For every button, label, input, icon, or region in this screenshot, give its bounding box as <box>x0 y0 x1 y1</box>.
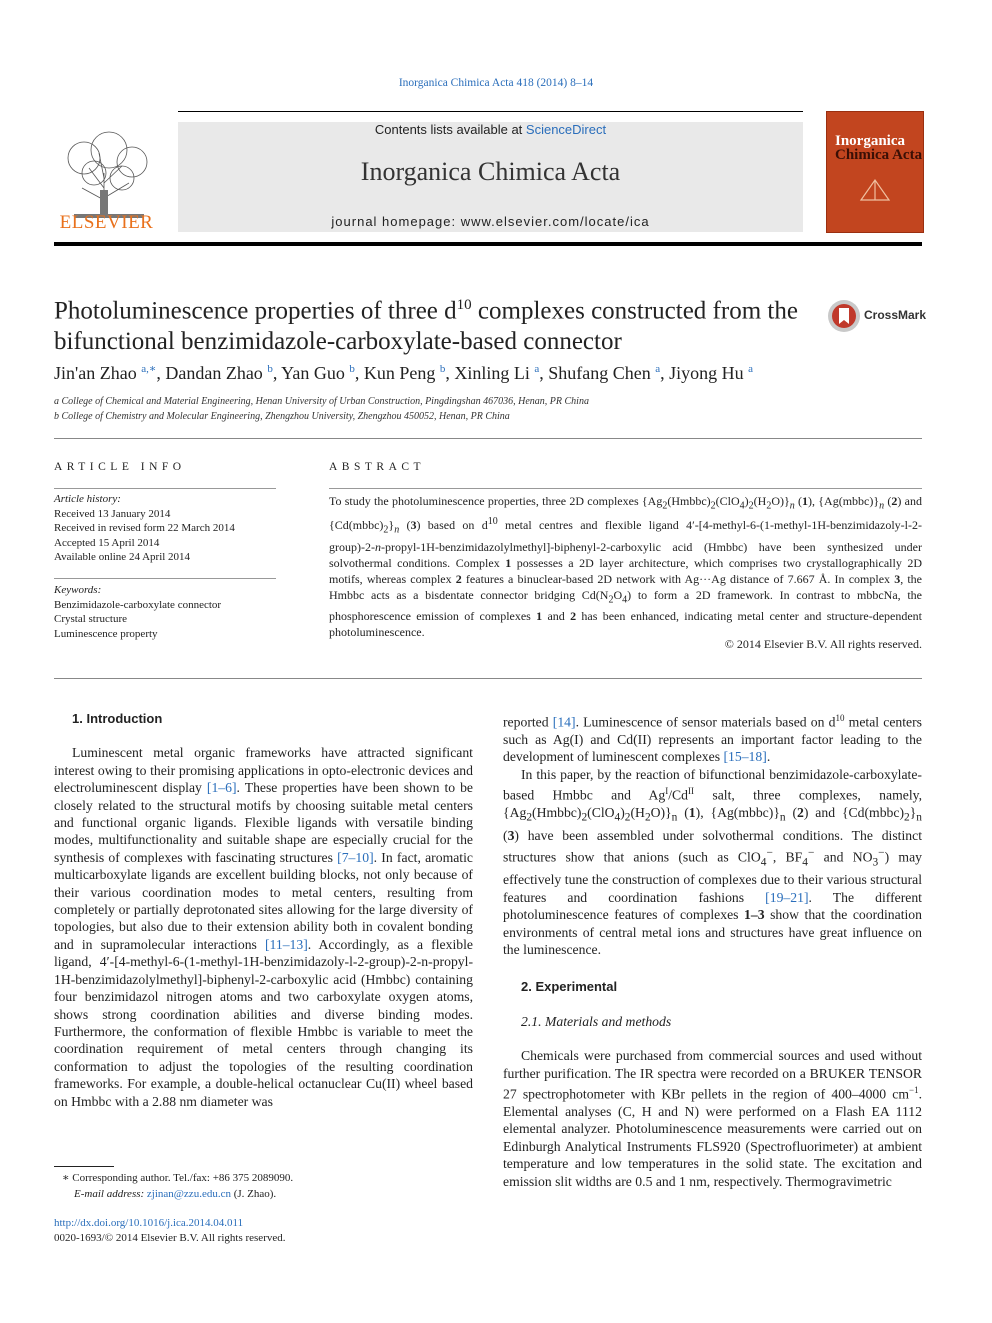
keyword-item: Luminescence property <box>54 627 158 640</box>
abstract-rule <box>329 488 922 489</box>
header-top-rule <box>178 111 803 112</box>
doi-link[interactable]: http://dx.doi.org/10.1016/j.ica.2014.04.011 <box>54 1217 244 1229</box>
issn-line: 0020-1693/© 2014 Elsevier B.V. All rights reserved. <box>54 1232 286 1244</box>
contents-prefix: Contents lists available at <box>374 122 526 137</box>
history-item: Accepted 15 April 2014 <box>54 536 160 549</box>
body-divider <box>54 678 922 679</box>
cover-molecule-icon <box>857 174 893 204</box>
email-link[interactable]: zjinan@zzu.edu.cn <box>146 1188 231 1200</box>
journal-reference-link[interactable]: Inorganica Chimica Acta 418 (2014) 8–14 <box>398 77 594 89</box>
body-column-right: reported [14]. Luminescence of sensor materials based on $d^{10}$ metal centers such as Ag(I) and Cd(II) represents an important factor leading to the development of luminescent complexes [15–18]. In this paper, by the reaction of bifunctional benzimidazole-carboxylate-based Hmbbc and $Ag^I/Cd^{II}$ salt, three complexes, namely, $\{Ag_2(Hmbbc)_2(ClO_4)_2(H_2O)\}_n$ (1), $\{Ag(mbbc)\}_n$ (2) and $\{Cd(mbbc)_2\}_n$ (3) have been assembled under solvothermal conditions. The distinct structures show that anions (such as ClO$_4$−, $BF_4^-$ and $NO_3^-$) may effectively tune the construction of complexes due to their various structural features and coordination fashions [19–21]. The different photoluminescence features of complexes 1–3 show that the coordination environments of central metal ions and structures have great influence on the luminescence. 2. Experimental 2.1. Materials and methods Chemicals were purchased from commercial sources and used without further purification. The IR spectra were recorded on a BRUKER TENSOR 27 spectrophotometer with KBr pellets in the region of 400–4000 $cm^{-1}$. Elemental analyses (C, H and N) were performed on a Flash EA 1112 elemental analyzer. Photoluminescence measurements were carried out on Edinburgh Analytical Instruments FLS920 (Spectrofluorimeter) at ambient temperature and low temperatures in the solid state. The excitation and emission slit widths are 0.5 and 1 nm, respectively. Thermogravimetric <box>503 713 922 1189</box>
elsevier-wordmark: ELSEVIER <box>59 212 154 233</box>
journal-homepage-link[interactable]: journal homepage: www.elsevier.com/locate/ica <box>331 214 650 229</box>
crossmark-icon[interactable] <box>826 298 862 334</box>
history-label: Article history: <box>54 493 121 505</box>
journal-name: Inorganica Chimica Acta <box>360 157 621 186</box>
keyword-item: Benzimidazole-carboxylate connector <box>54 598 222 611</box>
article-info-rule <box>54 488 276 489</box>
history-item: Available online 24 April 2014 <box>54 551 191 563</box>
cover-title-line1: Inorganica <box>835 133 906 149</box>
abstract-copyright: © 2014 Elsevier B.V. All rights reserved. <box>724 637 922 651</box>
body-column-left: 1. Introduction Luminescent metal organic frameworks have attracted significant interest owing to their promising applications in opto-electronic devices and electroluminescent display [1–6]. These properties have been shown to be closely related to the structural motifs by choosing suitable metal centers and functional organic ligands. Flexible ligands with versatile binding modes, multifunctionality and suitable shape are especially crucial for the synthesis of complexes with fascinating structures [7–10]. In fact, aromatic multicarboxylate ligands are excellent building blocks, not only because of their various coordination modes to metal centers, resulting from completely or partially deprotonated sites allowing for the large diversity of topologies, but also due to their extension ability both in covalent bonding and in supramolecular interactions [11–13]. Accordingly, as a flexible ligand, 4′-[4-methyl-6-(1-methyl-1H-benzimidazoly-l-2-group)-2-n-propyl-1H-benzimidazolylmethyl]-biphenyl-2-carboxylic acid (Hmbbc) containing four benzimidazol nitrogen atoms and two carboxylate oxygen atoms, shows strong coordination abilities and diverse binding modes. Furthermore, the conformation of flexible Hmbbc is variable to meet the coordination requirement of metal centers through changing its conformation to adjust the topologies of the resulting coordination frameworks. For example, a double-helical octanuclear Cu(II) wheel based on Hmbbc with a 2.88 nm diameter was <box>54 711 473 1109</box>
cover-title-line2: Chimica Acta <box>835 147 923 163</box>
article-title: Photoluminescence properties of three $d^{10}$ complexes constructed from the bifunctional benzimidazole-carboxylate-based connector <box>54 297 798 356</box>
article-history <box>54 492 276 565</box>
affiliation-b: b College of Chemistry and Molecular Engineering, Zhengzhou University, Zhengzhou 450052, Henan, PR China <box>54 411 510 422</box>
history-item: Received in revised form 22 March 2014 <box>54 522 235 534</box>
author-list: Jin'an Zhao $^{a,∗}$, Dandan Zhao $^b$, Yan Guo $^b$, Kun Peng $^b$, Xinling Li $^a$, Shufang Chen $^a$, Jiyong Hu $^a$ <box>54 363 754 383</box>
keywords-rule <box>54 578 276 579</box>
footnote <box>54 1170 474 1202</box>
history-item: Received 13 January 2014 <box>54 507 171 520</box>
contents-available-line <box>178 122 803 137</box>
corresponding-author-note: ∗ Corresponding author. Tel./fax: +86 375 2089090. <box>62 1172 294 1184</box>
page-footer <box>54 1216 474 1246</box>
abstract-text: To study the photoluminescence properties, three 2D complexes $\{Ag_2(Hmbbc)_2(ClO_4)_2(H_2O)\}_n$ (1), $\{Ag(mbbc)\}_n$ (2) and $\{Cd(mbbc)_2\}_n$ (3) based on $d^{10}$ metal centres and flexible ligand 4′-[4-methyl-6-(1-methyl-1H-benzimidazoly-l-2-group)-2-n-propyl-1H-benzimidazolylmethyl]-biphenyl-2-carboxylic acid (Hmbbc) have been synthesized under solvothermal conditions. Complex 1 possesses a 2D layer architecture, which comprises two crystallographically 2D motifs, whereas complex 2 features a binuclear-based 2D network with Ag···Ag distance of 7.667 Å. In complex 3, the Hmbbc acts as a bisdentate connector bridging $Cd(N_2O_4)$ to form a 2D framework. In contrast to mbbcNa, the phosphorescence emission of complexes 1 and 2 has been enhanced, indicating metal center and structure-dependent photoluminescence. <box>329 494 923 640</box>
article-info-heading: ARTICLE INFO <box>54 461 186 473</box>
keyword-item: Crystal structure <box>54 613 128 625</box>
title-divider <box>54 438 922 439</box>
email-label: E-mail address: <box>74 1188 147 1200</box>
header-bottom-rule <box>54 242 922 246</box>
journal-cover-thumbnail[interactable] <box>826 111 924 233</box>
email-suffix: (J. Zhao). <box>230 1188 277 1200</box>
affiliation-a: a College of Chemical and Material Engineering, Henan University of Urban Construction, Pingdingshan 467036, Henan, PR China <box>54 396 589 407</box>
keywords-label: Keywords: <box>54 584 102 596</box>
footnote-rule <box>54 1166 114 1167</box>
keywords <box>54 583 276 641</box>
abstract-heading: ABSTRACT <box>329 461 426 473</box>
sciencedirect-link[interactable]: ScienceDirect <box>525 122 607 137</box>
crossmark-label[interactable]: CrossMark <box>864 308 927 322</box>
